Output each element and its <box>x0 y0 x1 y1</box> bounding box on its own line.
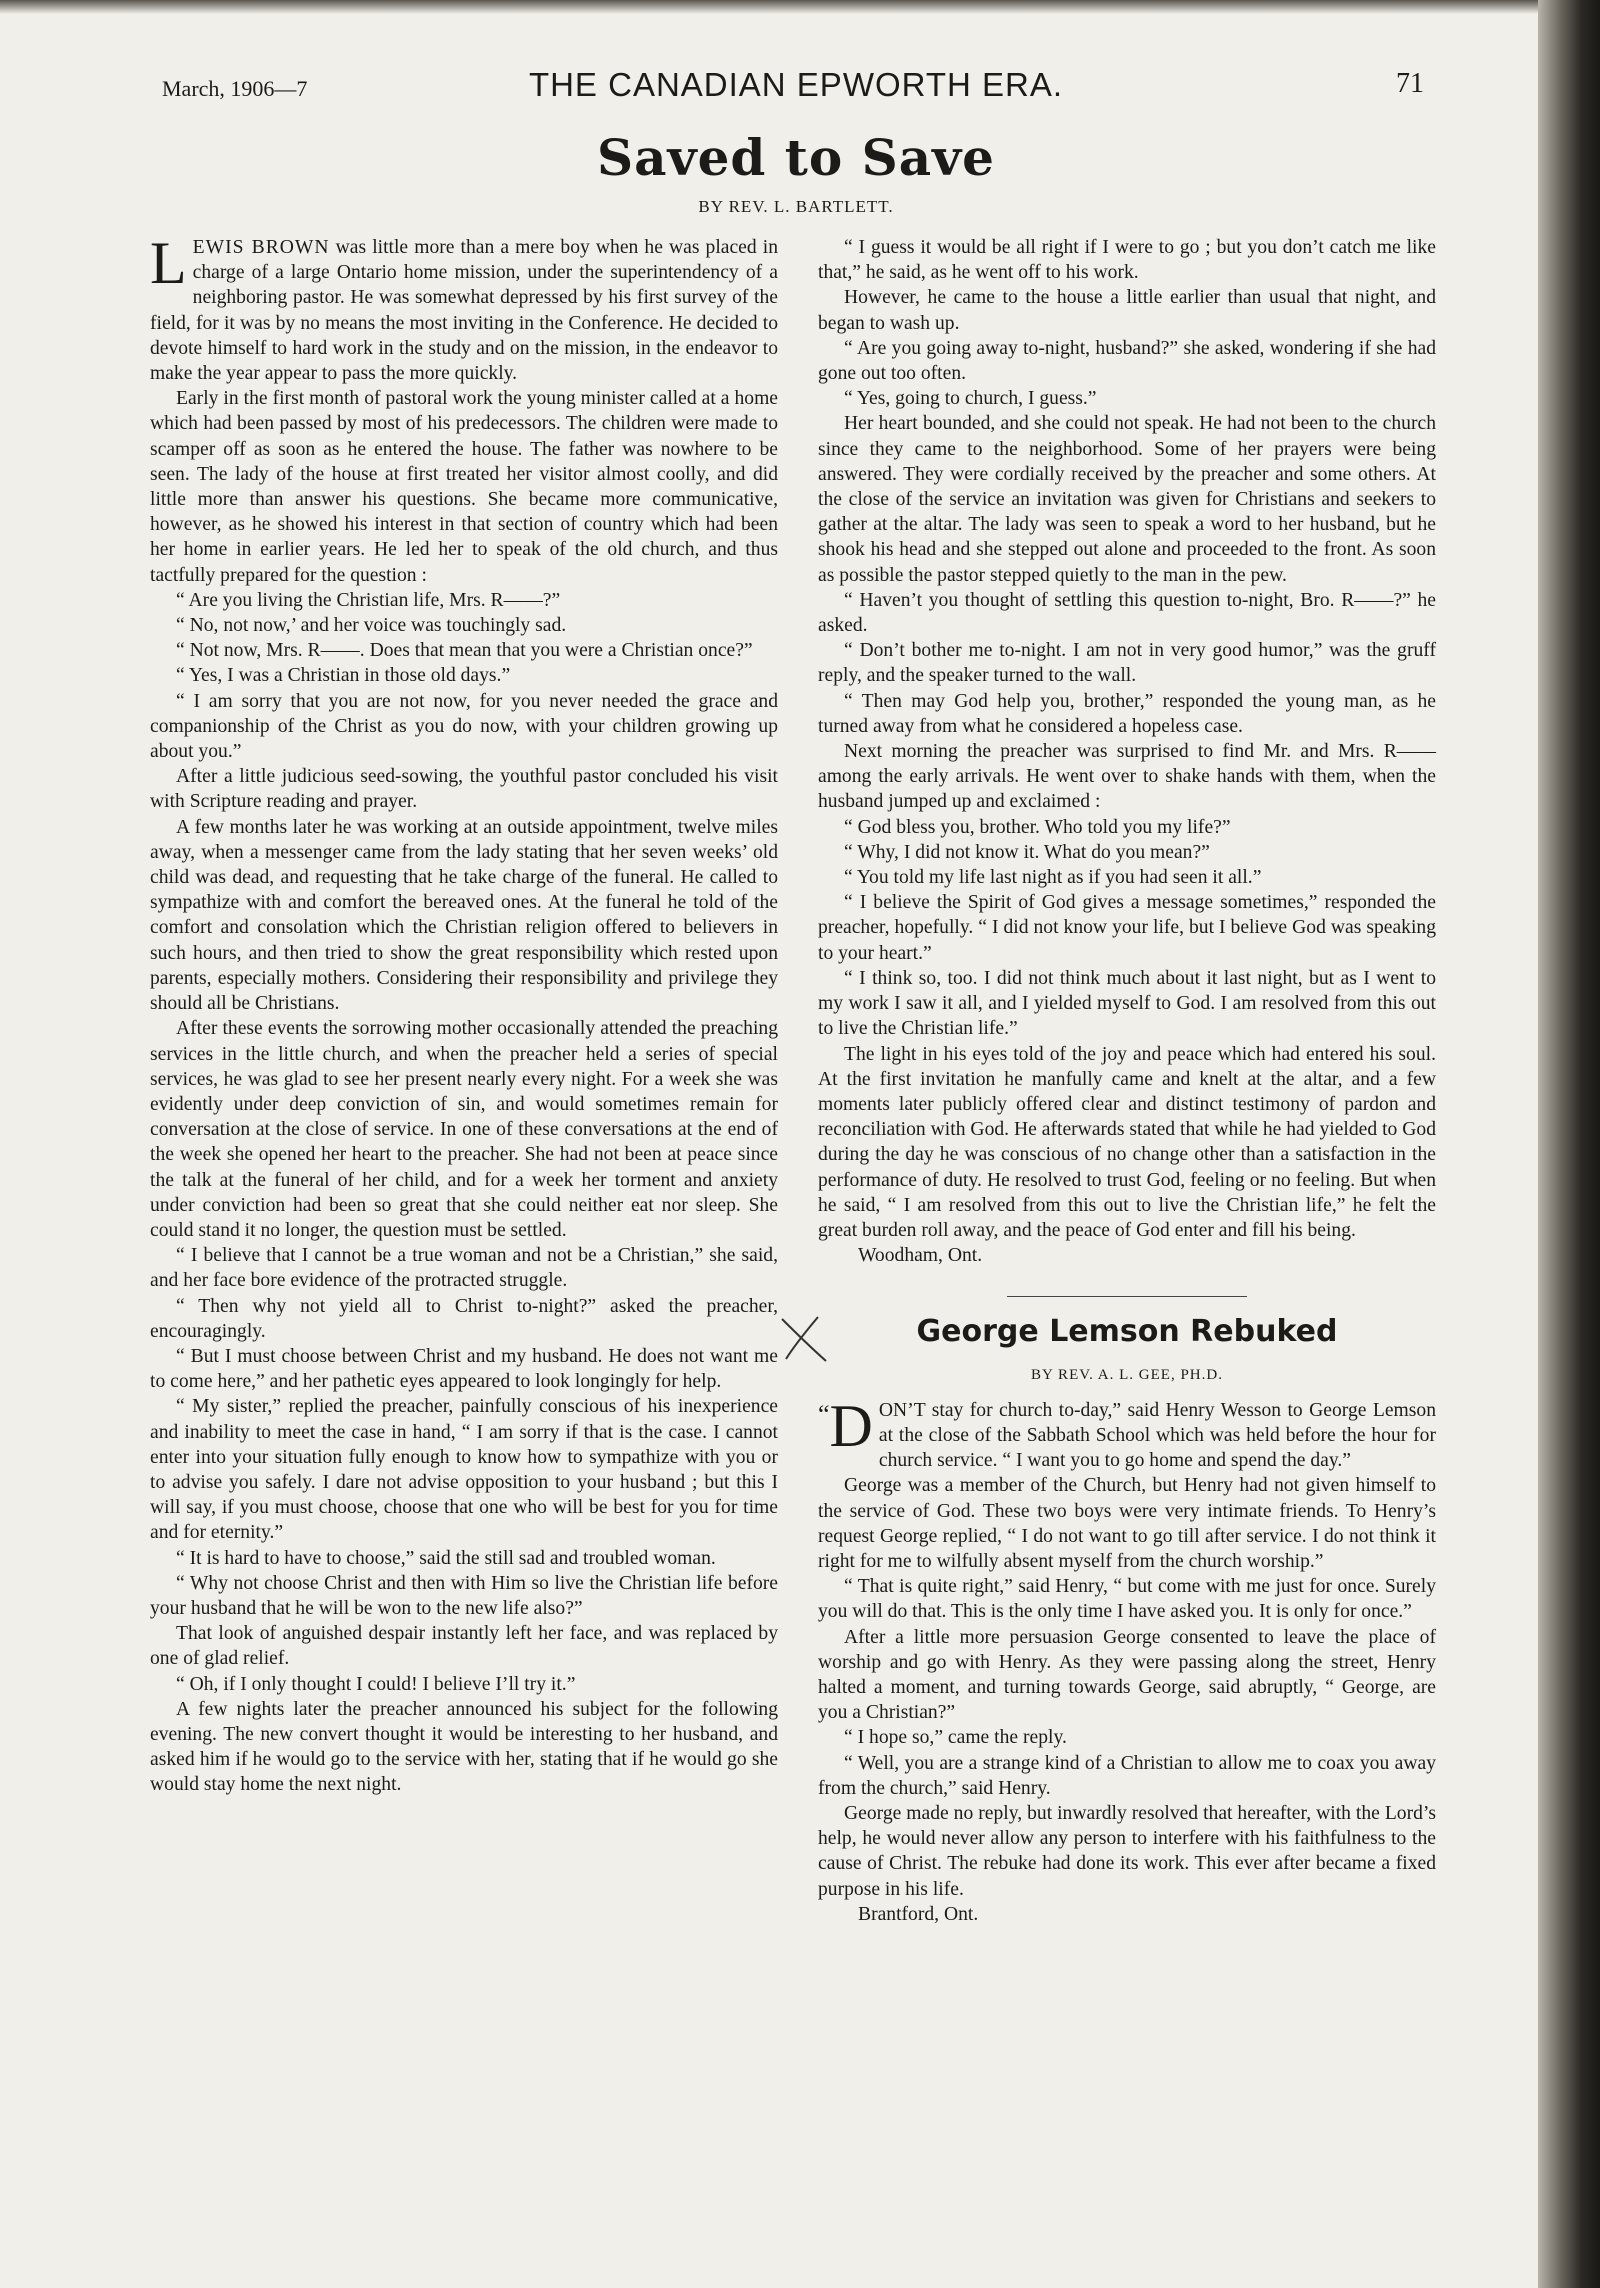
paragraph: “ My sister,” replied the preacher, painfully conscious of his inexperience and inability to meet the case in hand, “ I am sorry if that is the case. I cannot enter into your situation fully enough to know how to sympathize with you or to advise you safely. I dare not advise opposition to your husband ; but this I will say, if you must choose, choose that one who will be best for you for time and for eternity.” <box>150 1396 778 1544</box>
second-opening-text: ON’T stay for church to-day,” said Henry Wesson to George Lemson at the close of the Sabbath School which was held before the hour for church service. “ I want you to go home and spend the day.” <box>878 1399 1436 1472</box>
paragraph: “ Haven’t you thought of settling this question to-night, Bro. R——?” he asked. <box>818 589 1436 637</box>
journal-title: THE CANADIAN EPWORTH ERA. <box>528 66 1064 103</box>
paragraph: “ It is hard to have to choose,” said the still sad and troubled woman. <box>176 1547 716 1569</box>
second-opening-paragraph <box>818 1392 1436 1474</box>
paragraph: “ God bless you, brother. Who told you my life?” <box>844 816 1231 838</box>
drop-cap-d: D <box>829 1392 873 1459</box>
paragraph: After these events the sorrowing mother occasionally attended the preaching services in the little church, and when the preacher held a series of special services, he was glad to see her present nearly every night. For a week she was evidently under deep conviction of sin, and would sometimes remain for conversation at the close of service. In one of these conversations at the end of the week she opened her heart to the preacher. She had not been at peace since the talk at the funeral of her child, and for a week her torment and anxiety under conviction had been so great that she could neither eat nor sleep. She could stand it no longer, the question must be settled. <box>150 1018 778 1241</box>
paragraph: “ Well, you are a strange kind of a Christian to allow me to coax you away from the church,” said Henry. <box>818 1752 1436 1799</box>
paragraph: “ Not now, Mrs. R——. Does that mean that you were a Christian once?” <box>176 640 753 662</box>
paragraph: “ I hope so,” came the reply. <box>844 1727 1067 1749</box>
article-byline: BY REV. L. BARTLETT. <box>698 197 894 216</box>
paragraph: A few months later he was working at an outside appointment, twelve miles away, when a messenger came from the lady stating that her seven weeks’ old child was dead, and requesting that he take charge of the funeral. He called to sympathize with and comfort the bereaved ones. At the funeral he told of the comfort and consolation which the Christian religion offered to believers in such hours, and then tried to show the great responsibility which rested upon parents, especially mothers. Considering their responsibility and privilege they should all be Christians. <box>150 816 778 1015</box>
paragraph: Next morning the preacher was surprised to find Mr. and Mrs. R—— among the early arrivals. He went over to shake hands with them, when the husband jumped up and exclaimed : <box>818 741 1436 813</box>
book-binding-edge <box>1538 0 1600 2288</box>
paragraph: After a little more persuasion George consented to leave the place of worship and go with Henry. As they were passing along the street, Henry halted a moment, and turning towards George, said abruptly, “ George, are you a Christian?” <box>818 1626 1436 1724</box>
paragraph: “ That is quite right,” said Henry, “ but come with me just for once. Surely you will do that. This is the only time I have asked you. It is only for once.” <box>818 1576 1436 1623</box>
paragraph: “ Yes, I was a Christian in those old days.” <box>176 665 511 687</box>
paragraph: “ Why, I did not know it. What do you mean?” <box>844 841 1210 863</box>
paragraph: “ Why not choose Christ and then with Him so live the Christian life before your husband that he will be won to the new life also?” <box>150 1572 778 1619</box>
paragraph: George made no reply, but inwardly resolved that hereafter, with the Lord’s help, he would never allow any person to interfere with his faithfulness to the cause of Christ. The rebuke had done its work. This ever after became a fixed purpose in his life. <box>818 1802 1436 1900</box>
paragraph: That look of anguished despair instantly left her face, and was replaced by one of glad relief. <box>150 1623 778 1670</box>
paragraph: “ I guess it would be all right if I were to go ; but you don’t catch me like that,” he said, as he went off to his work. <box>818 237 1436 284</box>
paragraph: “ Are you living the Christian life, Mrs. R——?” <box>176 589 561 611</box>
paragraph: After a little judicious seed-sowing, the youthful pastor concluded his visit with Scripture reading and prayer. <box>150 766 778 813</box>
second-article-title-text: George Lemson Rebuked <box>916 1314 1338 1350</box>
left-paragraphs <box>150 386 778 1797</box>
second-article-paragraphs <box>818 1473 1436 1901</box>
paragraph: “ Oh, if I only thought I could! I believe I’ll try it.” <box>176 1673 576 1695</box>
paragraph: Early in the first month of pastoral work the young minister called at a home which had been passed by most of his predecessors. The children were made to scamper off as soon as he entered the house. The father was nowhere to be seen. The lady of the house at first treated her visitor almost coolly, and did little more than answer his questions. She became more communicative, however, as he showed his interest in that section of country which had been her home in earlier years. He led her to speak of the old church, and thus tactfully prepared for the question : <box>150 388 778 586</box>
paragraph: “ I am sorry that you are not now, for you never needed the grace and companionship of the Christ as you do now, with your children growing up about you.” <box>150 690 778 763</box>
paragraph: “ No, not now,’ and her voice was touchingly sad. <box>176 615 567 637</box>
issue-date: March, 1906—7 <box>162 76 308 101</box>
section-divider <box>1007 1296 1247 1297</box>
paragraph: “ But I must choose between Christ and my husband. He does not want me to come here,” and her pathetic eyes appeared to look longingly for help. <box>150 1345 778 1393</box>
paragraph: Her heart bounded, and she could not speak. He had not been to the church since they came to the neighborhood. Some of her prayers were being answered. They were cordially received by the preacher and some others. At the close of the service an invitation was given for Christians and seekers to gather at the altar. The lady was seen to speak a word to her husband, but he shook his head and she stepped out alone and proceeded to the front. As soon as possible the pastor stepped quietly to the man in the pew. <box>818 413 1436 586</box>
article-signature: Woodham, Ont. <box>858 1245 983 1267</box>
paragraph: “ Don’t bother me to-night. I am not in very good humor,” was the gruff reply, and the speaker turned to the wall. <box>818 640 1436 687</box>
opening-words: EWIS BROWN <box>192 237 330 258</box>
paragraph: However, he came to the house a little earlier than usual that night, and began to wash up. <box>818 287 1436 334</box>
second-article-byline: BY REV. A. L. GEE, PH.D. <box>1031 1366 1223 1383</box>
second-article-title <box>818 1314 1436 1350</box>
paragraph: “ I think so, too. I did not think much about it last night, but as I went to my work I saw it all, and I yielded myself to God. I am resolved from this out to live the Christian life.” <box>818 967 1436 1040</box>
right-column <box>818 235 1436 1927</box>
left-column <box>150 230 778 1798</box>
article-title: Saved to Save <box>597 128 995 187</box>
opening-text: was little more than a mere boy when he was placed in charge of a large Ontario home mission, under the superintendency of a neighboring pastor. He was somewhat depressed by his first survey of the field, for it was by no means the most inviting in the Conference. He decided to devote himself to hard work in the study and on the mission, in the endeavor to make the year appear to pass the more quickly. <box>150 237 778 385</box>
paragraph: The light in his eyes told of the joy and peace which had entered his soul. At the first invitation he manfully came and knelt at the altar, and a few moments later publicly offered clear and distinct testimony of pardon and reconciliation with God. He afterwards stated that while he had yielded to God during the day he was conscious of no change other than a satisfaction in the performance of duty. He resolved to trust God, feeling or no feeling. But when he said, “ I am resolved from this out to live the Christian life,” he felt the great burden roll away, and the peace of God enter and fill his being. <box>818 1043 1436 1241</box>
scan-shadow <box>0 0 1538 14</box>
journal-page <box>150 62 1442 2262</box>
opening-paragraph <box>150 230 778 386</box>
paragraph: “ I believe that I cannot be a true woman and not be a Christian,” she said, and her face bore evidence of the protracted struggle. <box>150 1245 778 1292</box>
paragraph: A few nights later the preacher announced his subject for the following evening. The new convert thought it would be interesting to her husband, and asked him if he would go to the service with her, stating that if he would go she would stay home the next night. <box>150 1698 778 1796</box>
running-head <box>150 62 1442 114</box>
paragraph: “ You told my life last night as if you had seen it all.” <box>844 867 1262 889</box>
page-number: 71 <box>1396 68 1424 99</box>
paragraph: “ I believe the Spirit of God gives a message sometimes,” responded the preacher, hopefully. “ I did not know your life, but I believe God was speaking to your heart.” <box>818 892 1436 964</box>
paragraph: George was a member of the Church, but Henry had not given himself to the service of God. These two boys were very intimate friends. To Henry’s request George replied, “ I do not want to go till after service. I do not think it right for me to wilfully absent myself from the church worship.” <box>818 1475 1436 1572</box>
pencil-x-mark <box>774 1313 834 1365</box>
opening-quote: “ <box>818 1399 830 1429</box>
paragraph: “ Then why not yield all to Christ to-night?” asked the preacher, encouragingly. <box>150 1295 778 1342</box>
drop-cap: L <box>150 230 187 296</box>
paragraph: “ Yes, going to church, I guess.” <box>844 388 1097 410</box>
right-paragraphs <box>818 235 1436 1243</box>
paragraph: “ Are you going away to-night, husband?” she asked, wondering if she had gone out too often. <box>818 337 1436 385</box>
paragraph: “ Then may God help you, brother,” responded the young man, as he turned away from what he considered a hopeless case. <box>818 690 1436 737</box>
second-article-signature: Brantford, Ont. <box>858 1903 979 1925</box>
